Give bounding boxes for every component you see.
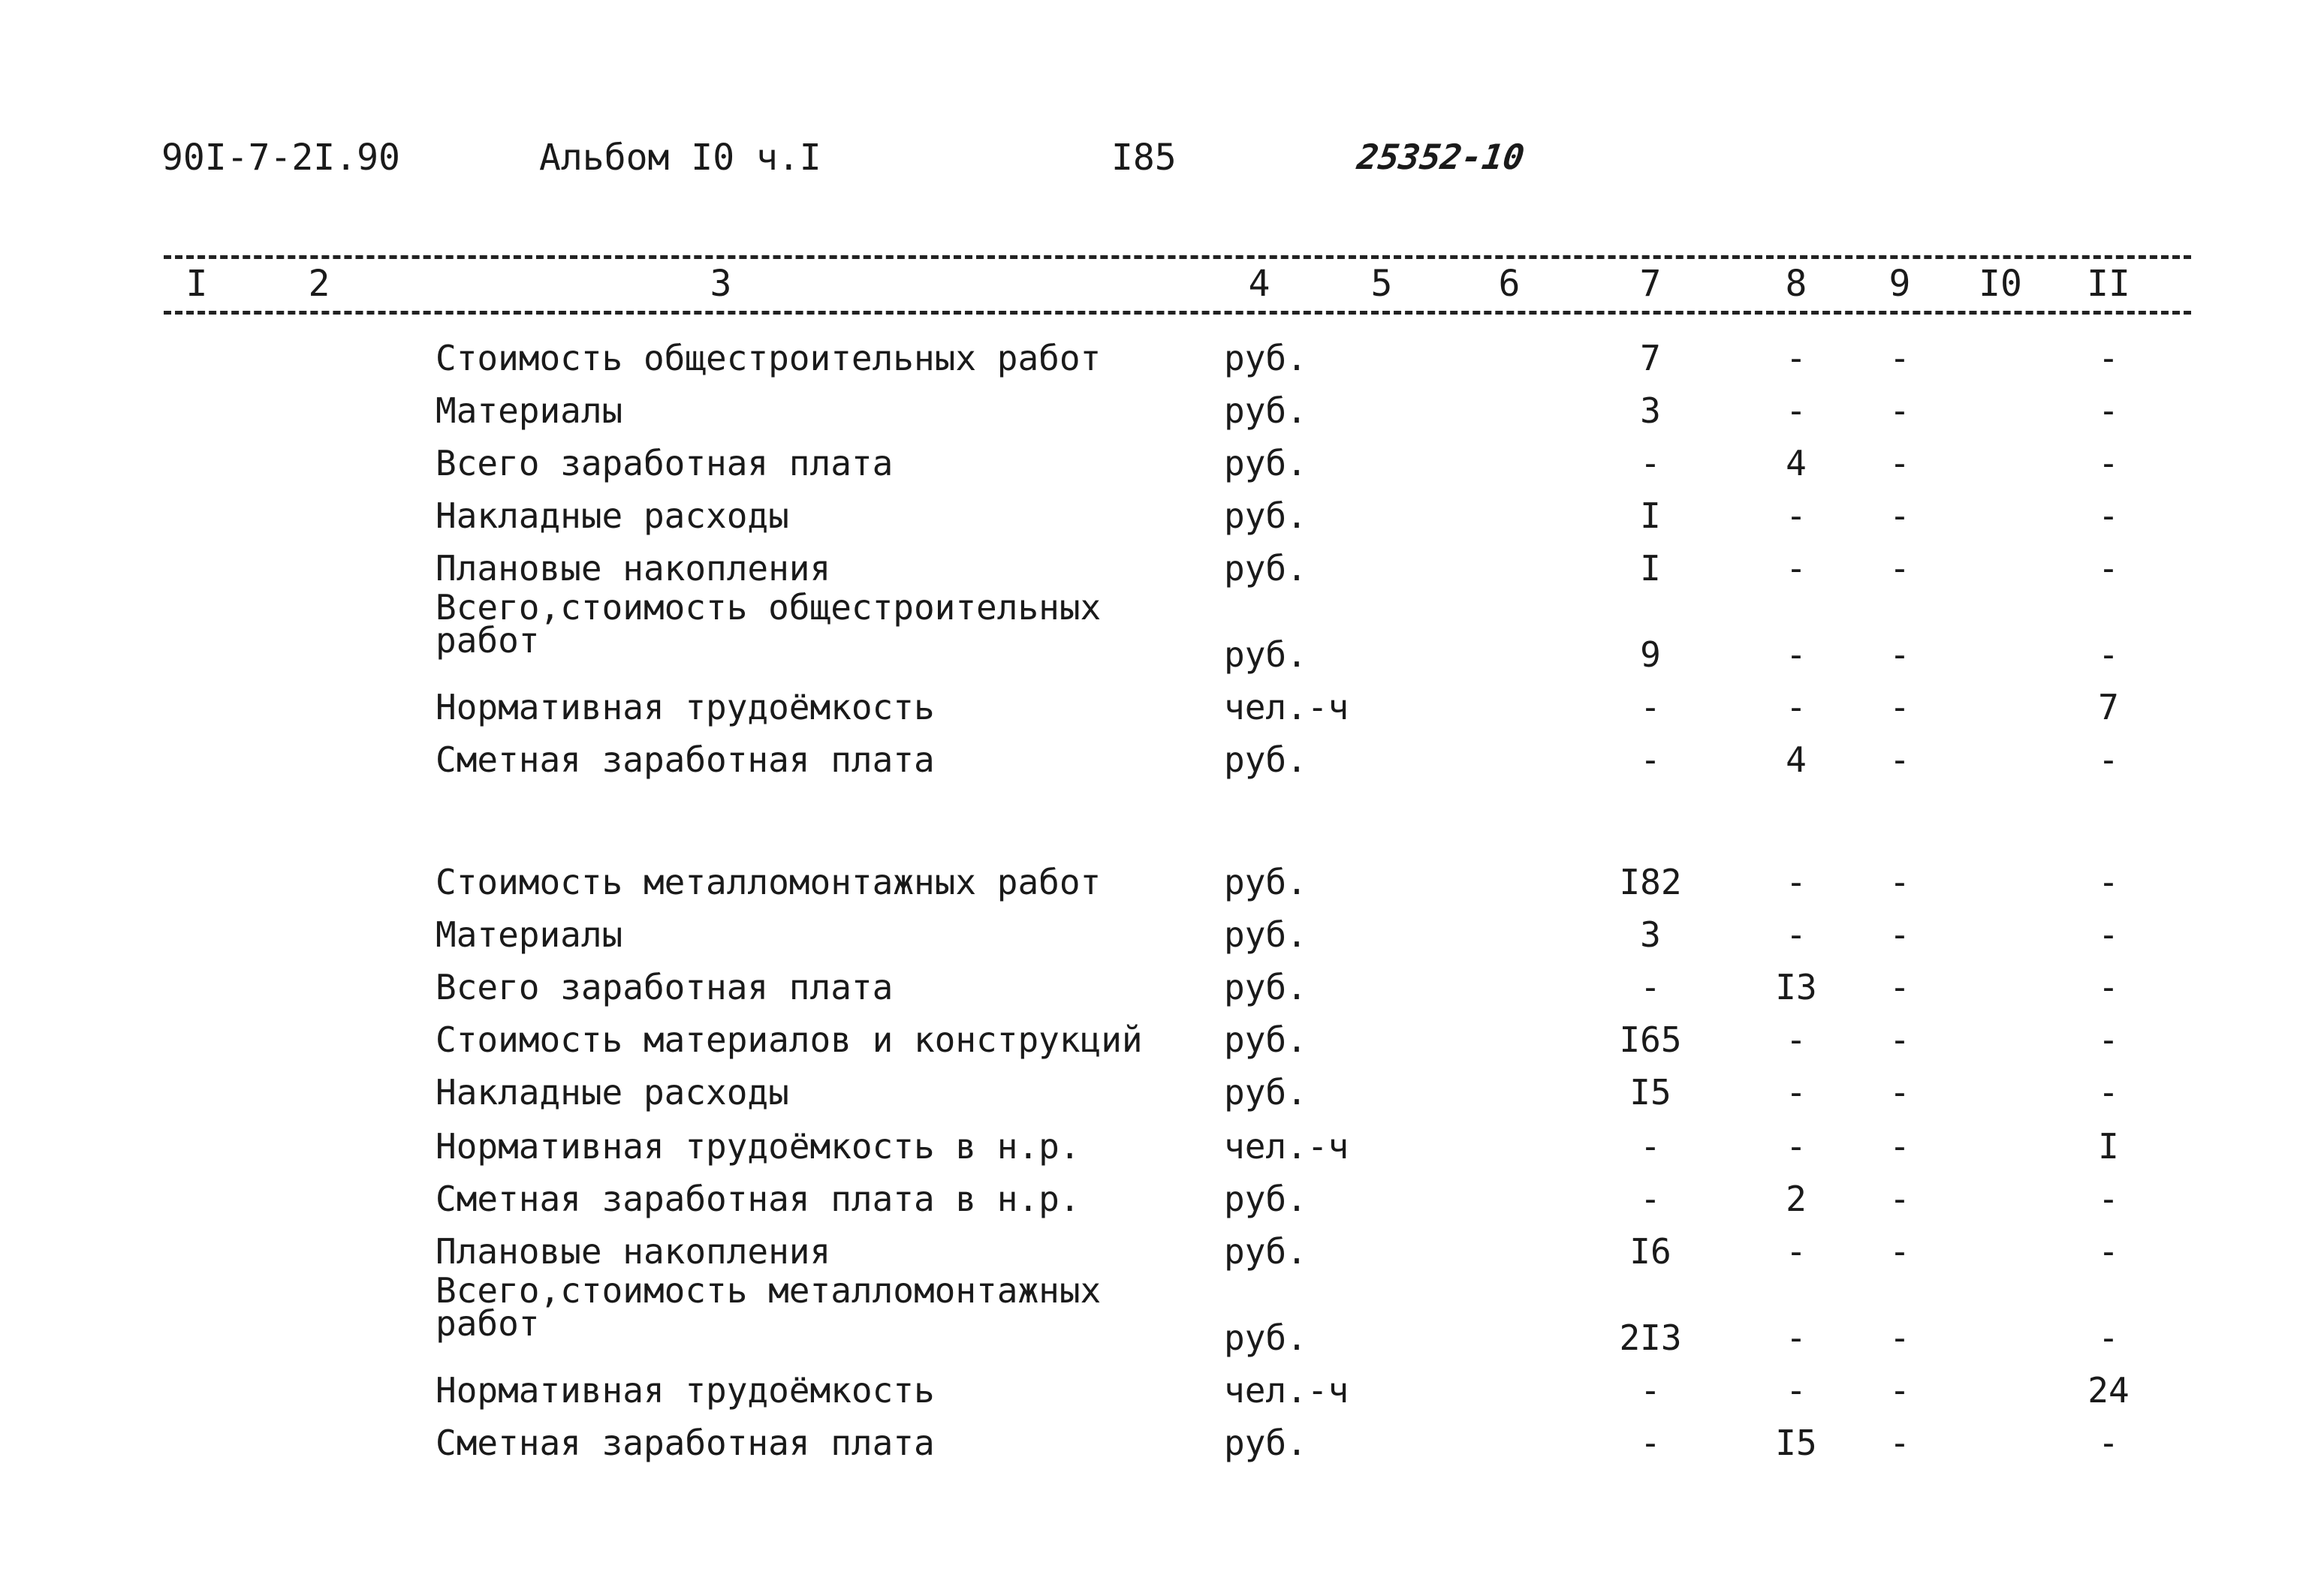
cell-col11: - bbox=[2098, 862, 2119, 902]
cell-col7: - bbox=[1640, 967, 1661, 1007]
cell-col9: - bbox=[1889, 687, 1910, 727]
column-number: I bbox=[185, 263, 208, 305]
cell-col11: - bbox=[2098, 1317, 2119, 1358]
row-label: Накладные расходы bbox=[436, 1072, 789, 1113]
cell-col8: - bbox=[1786, 1370, 1807, 1411]
header-divider-bottom bbox=[164, 311, 2191, 315]
cell-col9: - bbox=[1889, 634, 1910, 675]
cell-col8: I3 bbox=[1775, 967, 1817, 1007]
cell-col7: - bbox=[1640, 1370, 1661, 1411]
cell-col9: - bbox=[1889, 443, 1910, 483]
cell-col9: - bbox=[1889, 1423, 1910, 1463]
cell-col7: - bbox=[1640, 739, 1661, 780]
cell-col7: I bbox=[1640, 495, 1661, 536]
cell-col11: - bbox=[2098, 443, 2119, 483]
cell-col11: - bbox=[2098, 739, 2119, 780]
column-number: 3 bbox=[710, 263, 732, 305]
row-label: Нормативная трудоёмкость bbox=[436, 1370, 935, 1411]
cell-col7: - bbox=[1640, 443, 1661, 483]
cell-col9: - bbox=[1889, 862, 1910, 902]
row-unit: руб. bbox=[1224, 338, 1307, 378]
cell-col8: - bbox=[1786, 495, 1807, 536]
cell-col8: - bbox=[1786, 914, 1807, 955]
cell-col11: - bbox=[2098, 548, 2119, 589]
cell-col8: - bbox=[1786, 390, 1807, 431]
row-unit: руб. bbox=[1224, 914, 1307, 955]
row-unit: руб. bbox=[1224, 1423, 1307, 1463]
column-number: 4 bbox=[1248, 263, 1271, 305]
cell-col7: 7 bbox=[1640, 338, 1661, 378]
column-number: 8 bbox=[1785, 263, 1807, 305]
page-number: I85 bbox=[1111, 137, 1177, 179]
row-label: Стоимость металломонтажных работ bbox=[436, 862, 1102, 902]
cell-col9: - bbox=[1889, 1231, 1910, 1272]
cell-col8: - bbox=[1786, 862, 1807, 902]
cell-col9: - bbox=[1889, 1019, 1910, 1060]
cell-col8: - bbox=[1786, 1019, 1807, 1060]
cell-col7: - bbox=[1640, 1126, 1661, 1167]
row-label: Всего,стоимость металломонтажных работ bbox=[436, 1270, 1102, 1344]
row-label: Сметная заработная плата bbox=[436, 1423, 935, 1463]
row-unit: руб. bbox=[1224, 1317, 1307, 1358]
row-unit: руб. bbox=[1224, 1072, 1307, 1113]
cell-col11: - bbox=[2098, 1423, 2119, 1463]
row-unit: руб. bbox=[1224, 390, 1307, 431]
cell-col9: - bbox=[1889, 739, 1910, 780]
cell-col9: - bbox=[1889, 1370, 1910, 1411]
column-number: I0 bbox=[1979, 263, 2022, 305]
cell-col11: - bbox=[2098, 495, 2119, 536]
cell-col11: - bbox=[2098, 338, 2119, 378]
cell-col9: - bbox=[1889, 967, 1910, 1007]
cell-col11: - bbox=[2098, 1231, 2119, 1272]
row-label: Плановые накопления bbox=[436, 1231, 831, 1272]
cell-col11: - bbox=[2098, 967, 2119, 1007]
cell-col11: 7 bbox=[2098, 687, 2119, 727]
row-unit: руб. bbox=[1224, 1019, 1307, 1060]
cell-col11: 24 bbox=[2087, 1370, 2130, 1411]
cell-col9: - bbox=[1889, 495, 1910, 536]
cell-col9: - bbox=[1889, 338, 1910, 378]
cell-col7: I5 bbox=[1629, 1072, 1671, 1113]
handwritten-number: 25352-10 bbox=[1355, 137, 1527, 177]
row-unit: руб. bbox=[1224, 634, 1307, 675]
row-unit: чел.-ч bbox=[1224, 1126, 1349, 1167]
cell-col9: - bbox=[1889, 1072, 1910, 1113]
row-unit: руб. bbox=[1224, 739, 1307, 780]
row-label: Нормативная трудоёмкость в н.р. bbox=[436, 1126, 1081, 1167]
row-unit: руб. bbox=[1224, 443, 1307, 483]
cell-col7: - bbox=[1640, 1423, 1661, 1463]
cell-col7: I65 bbox=[1619, 1019, 1682, 1060]
document-code: 90I-7-2I.90 bbox=[161, 137, 400, 179]
cell-col11: - bbox=[2098, 1072, 2119, 1113]
cell-col7: I82 bbox=[1619, 862, 1682, 902]
row-label: Всего заработная плата bbox=[436, 967, 894, 1007]
row-label: Стоимость материалов и конструкций bbox=[436, 1019, 1143, 1060]
column-number: 5 bbox=[1370, 263, 1393, 305]
column-number: 9 bbox=[1889, 263, 1911, 305]
cell-col8: - bbox=[1786, 1072, 1807, 1113]
row-label: Всего,стоимость общестроительных работ bbox=[436, 587, 1102, 661]
cell-col7: 3 bbox=[1640, 390, 1661, 431]
album-title: Альбом I0 ч.I bbox=[539, 137, 821, 179]
row-label: Сметная заработная плата в н.р. bbox=[436, 1179, 1081, 1219]
row-label: Стоимость общестроительных работ bbox=[436, 338, 1102, 378]
row-label: Плановые накопления bbox=[436, 548, 831, 589]
cell-col8: 2 bbox=[1786, 1179, 1807, 1219]
row-unit: руб. bbox=[1224, 862, 1307, 902]
cell-col8: 4 bbox=[1786, 443, 1807, 483]
column-number: 6 bbox=[1498, 263, 1521, 305]
cell-col7: 3 bbox=[1640, 914, 1661, 955]
cell-col9: - bbox=[1889, 914, 1910, 955]
cell-col8: - bbox=[1786, 1231, 1807, 1272]
row-label: Нормативная трудоёмкость bbox=[436, 687, 935, 727]
cell-col7: - bbox=[1640, 1179, 1661, 1219]
row-unit: руб. bbox=[1224, 1179, 1307, 1219]
row-label: Накладные расходы bbox=[436, 495, 789, 536]
header-divider-top bbox=[164, 255, 2191, 259]
cell-col8: - bbox=[1786, 634, 1807, 675]
row-label: Материалы bbox=[436, 914, 623, 955]
cell-col9: - bbox=[1889, 1317, 1910, 1358]
cell-col9: - bbox=[1889, 548, 1910, 589]
cell-col11: I bbox=[2098, 1126, 2119, 1167]
row-label: Материалы bbox=[436, 390, 623, 431]
cell-col11: - bbox=[2098, 1179, 2119, 1219]
cell-col11: - bbox=[2098, 634, 2119, 675]
cell-col8: - bbox=[1786, 548, 1807, 589]
cell-col9: - bbox=[1889, 1126, 1910, 1167]
row-label: Всего заработная плата bbox=[436, 443, 894, 483]
cell-col9: - bbox=[1889, 1179, 1910, 1219]
cell-col8: - bbox=[1786, 1317, 1807, 1358]
row-label: Сметная заработная плата bbox=[436, 739, 935, 780]
row-unit: руб. bbox=[1224, 967, 1307, 1007]
column-number: II bbox=[2087, 263, 2130, 305]
column-number: 7 bbox=[1639, 263, 1662, 305]
row-unit: руб. bbox=[1224, 1231, 1307, 1272]
cell-col11: - bbox=[2098, 914, 2119, 955]
row-unit: руб. bbox=[1224, 548, 1307, 589]
cell-col7: 2I3 bbox=[1619, 1317, 1682, 1358]
cell-col8: 4 bbox=[1786, 739, 1807, 780]
cell-col7: 9 bbox=[1640, 634, 1661, 675]
cell-col7: - bbox=[1640, 687, 1661, 727]
cell-col8: - bbox=[1786, 1126, 1807, 1167]
cell-col7: I6 bbox=[1629, 1231, 1671, 1272]
cell-col8: I5 bbox=[1775, 1423, 1817, 1463]
cell-col11: - bbox=[2098, 1019, 2119, 1060]
row-unit: чел.-ч bbox=[1224, 687, 1349, 727]
cell-col11: - bbox=[2098, 390, 2119, 431]
cell-col9: - bbox=[1889, 390, 1910, 431]
row-unit: чел.-ч bbox=[1224, 1370, 1349, 1411]
cell-col7: I bbox=[1640, 548, 1661, 589]
cell-col8: - bbox=[1786, 338, 1807, 378]
cell-col8: - bbox=[1786, 687, 1807, 727]
column-number: 2 bbox=[308, 263, 330, 305]
row-unit: руб. bbox=[1224, 495, 1307, 536]
